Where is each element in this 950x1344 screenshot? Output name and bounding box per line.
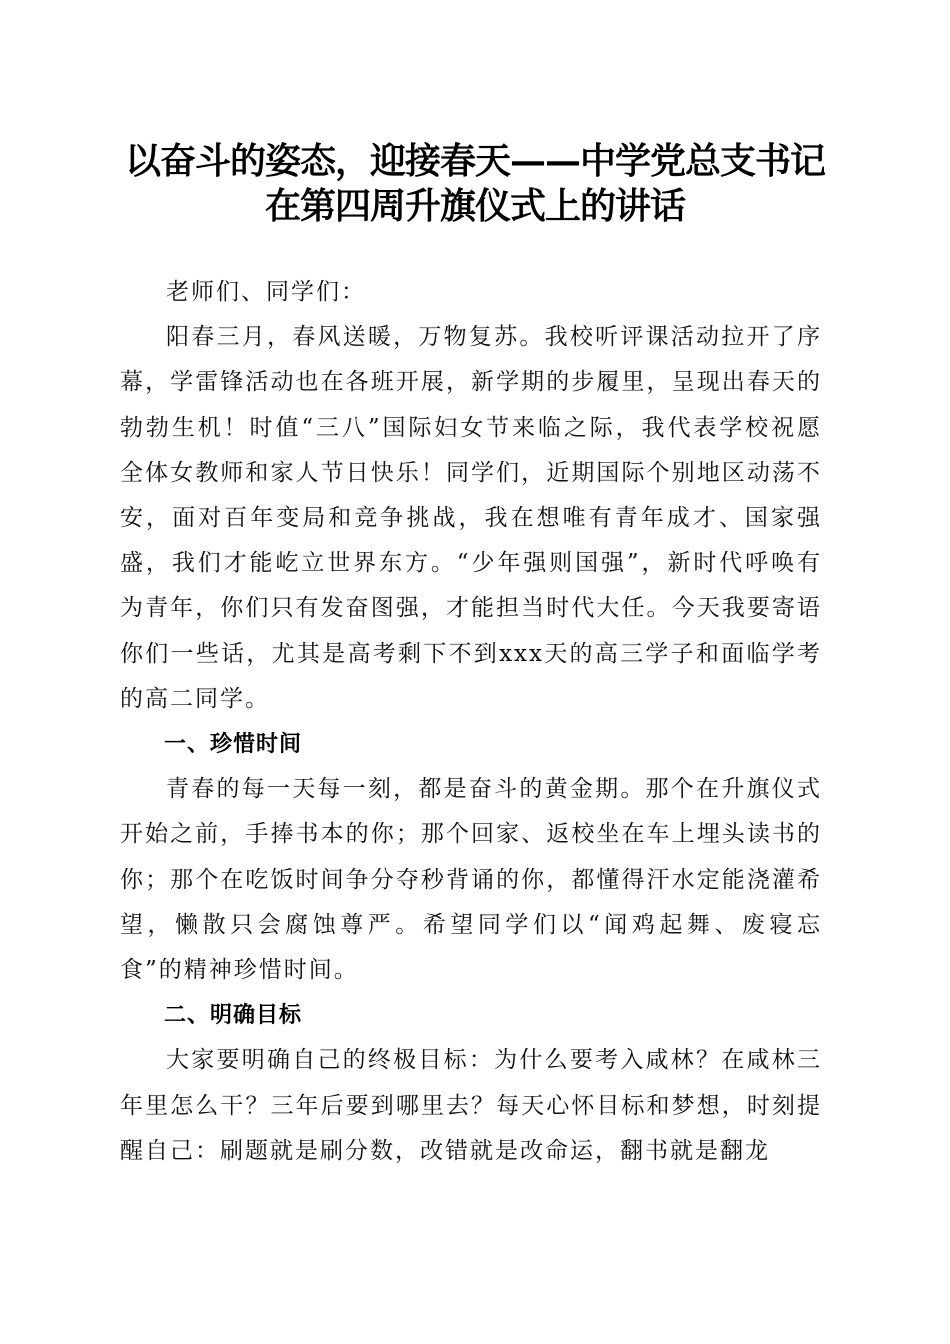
document-title-line-1: 以奋斗的姿态，迎接春天——中学党总支书记 bbox=[124, 140, 825, 182]
intro-paragraph: 阳春三月，春风送暖，万物复苏。我校听评课活动拉开了序幕，学雷锋活动也在各班开展，新学期的步履里，呈现出春天的勃勃生机！时值“三八”国际妇女节来临之际，我代表学校祝愿全体女教师和家人节日快乐！同学们，近期国际个别地区动荡不安，面对百年变局和竞争挑战，我在想唯有青年成才、国家强盛，我们才能屹立世界东方。“少年强则国强”，新时代呼唤有为青年，你们只有发奋图强，才能担当时代大任。今天我要寄语你们一些话，尤其是高考剩下不到xxx天的高三学子和面临学考的高二同学。 bbox=[120, 324, 822, 712]
section-heading-cherish-time: 一、珍惜时间 bbox=[164, 732, 303, 758]
section-paragraph-clear-goals: 大家要明确自己的终极目标：为什么要考入咸林？在咸林三年里怎么干？三年后要到哪里去？每天心怀目标和梦想，时刻提醒自己：刷题就是刷分数，改错就是改命运，翻书就是翻龙 bbox=[120, 1047, 822, 1164]
section-paragraph-cherish-time: 青春的每一天每一刻，都是奋斗的黄金期。那个在升旗仪式开始之前，手捧书本的你；那个回家、返校坐在车上埋头读书的你；那个在吃饭时间争分夺秒背诵的你，都懂得汗水定能浇灌希望，懒散只会腐蚀尊严。希望同学们以“闻鸡起舞、废寝忘食”的精神珍惜时间。 bbox=[120, 776, 822, 984]
section-heading-clear-goals: 二、明确目标 bbox=[164, 1003, 303, 1029]
document-body bbox=[120, 270, 822, 1174]
salutation: 老师们、同学们： bbox=[166, 279, 366, 305]
document-title-line-2: 在第四周升旗仪式上的讲话 bbox=[264, 185, 685, 227]
